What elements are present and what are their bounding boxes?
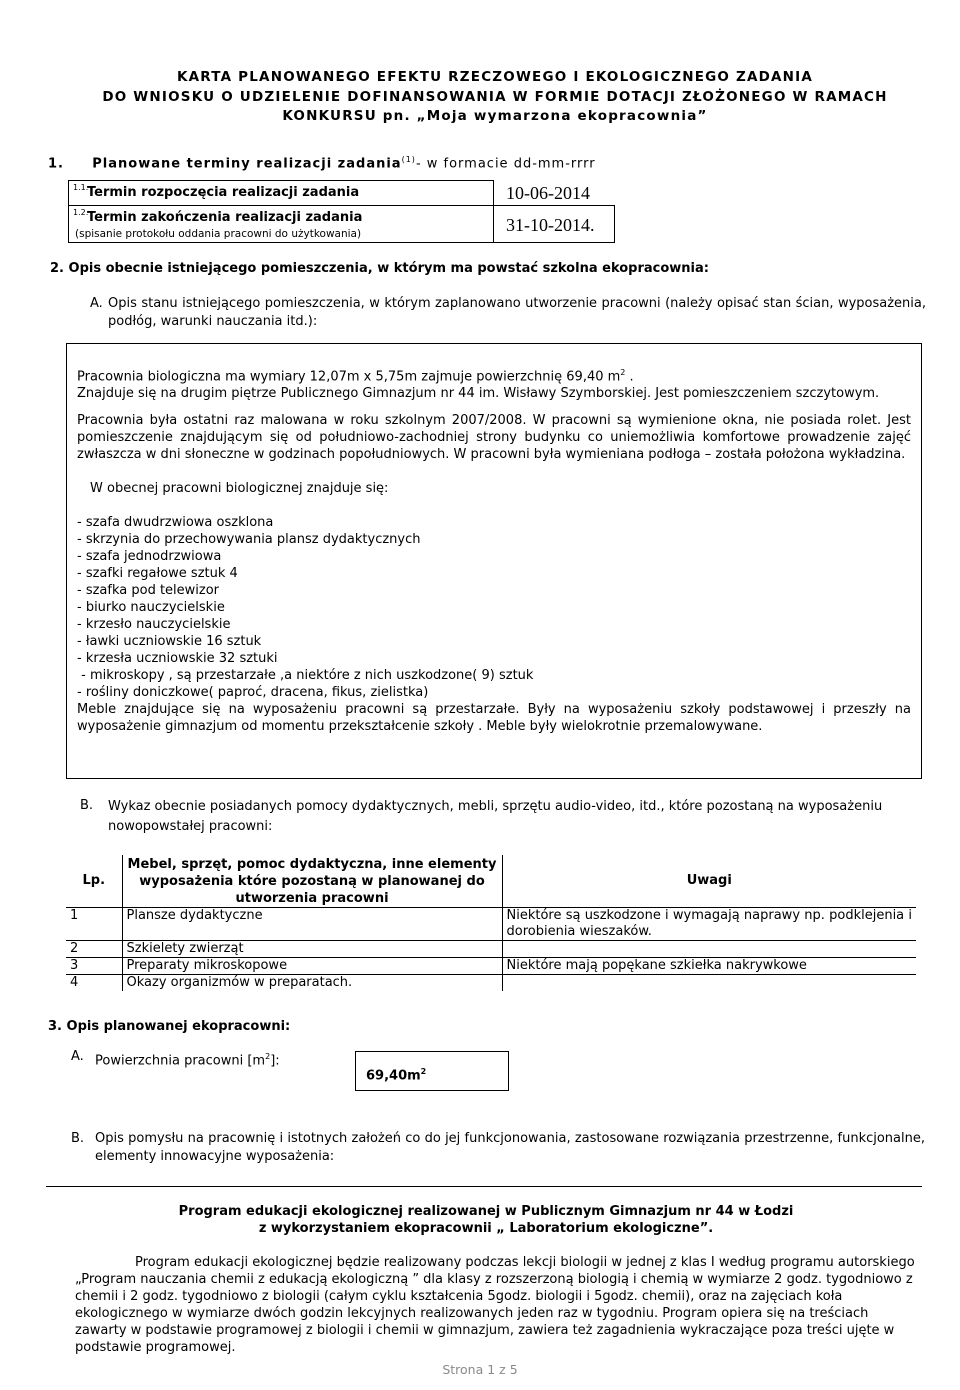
section1-heading — [48, 155, 596, 171]
section2-heading — [50, 260, 709, 277]
program-description: Program edukacji ekologicznej będzie realizowany podczas lekcji biologii w jednej z klas I według programu autorskiego „Program nauczania chemii z edukacją ekologiczną ” dla klasy z rozszerzoną biologią i chemią w wymiarze 2 godz. tygodniowo z chemii i 2 godz. tygodniowo z biologii (całym cyklu kształcenia 5godz. biologii i 5godz. chemii), oraz na zajęciach koła ekologicznego w wymiarze dwóch godzin lekcyjnych realizowanych jeden raz w tygodniu. Program opiera się na treściach zawarty w podstawie programowej z biologii i chemii w gimnazjum, zawiera też zagadnienia wykraczające poza treści ujęte w podstawie programowej. — [75, 1255, 915, 1355]
room-description-box — [66, 343, 922, 779]
section3a-letter: A. — [71, 1049, 84, 1064]
start-date-label-cell — [68, 180, 494, 206]
section2a-text: Opis stanu istniejącego pomieszczenia, w którym zaplanowano utworzenie pracowni (należy opisać stan ścian, wyposażenia, podłóg, warunki nauczania itd.): — [108, 296, 926, 329]
col-header-item: Mebel, sprzęt, pomoc dydaktyczna, inne elementy wyposażenia które pozostaną w planowanej do utworzenia pracowni — [122, 855, 502, 908]
list-item: - mikroskopy , są przestarzałe ,a niektóre z nich uszkodzone( 9) sztuk — [77, 668, 534, 684]
inventory-intro: W obecnej pracowni biologicznej znajduje się: — [90, 481, 389, 497]
list-item: - rośliny doniczkowe( paproć, dracena, fikus, zielistka) — [77, 685, 429, 701]
list-item: - krzesła uczniowskie 32 sztuki — [77, 651, 278, 667]
col-header-notes: Uwagi — [502, 855, 916, 908]
table-row: 3 Preparaty mikroskopowe Niektóre mają popękane szkiełka nakrywkowe — [66, 958, 916, 975]
room-condition: Pracownia była ostatni raz malowana w roku szkolnym 2007/2008. W pracowni są wymienione okna, nie posiada rolet. Jest pomieszczenie znajdującym się od południowo-zachodniej strony budynku co uniemożliwia komfortowe prowadzenie zajęć zwłaszcza w dni słoneczne w godzinach popołudniowych. W pracowni była wymieniana podłoga – została położona wykładzina. — [77, 413, 911, 463]
section3-heading — [48, 1018, 290, 1035]
section2b-text: Wykaz obecnie posiadanych pomocy dydaktycznych, mebli, sprzętu audio-video, itd., które pozostaną na wyposażeniu nowopowstałej pracowni: — [108, 799, 883, 834]
table-row: 1 Plansze dydaktyczne Niektóre są uszkodzone i wymagają naprawy np. podklejenia i dorobienia wieszaków. — [66, 908, 916, 941]
section1-title: Planowane terminy realizacji zadania — [92, 156, 402, 172]
start-date-label: Termin rozpoczęcia realizacji zadania — [87, 185, 360, 200]
document-title-line2: DO WNIOSKU O UDZIELENIE DOFINANSOWANIA W FORMIE DOTACJI ZŁOŻONEGO W RAMACH — [102, 89, 888, 105]
list-item: - krzesło nauczycielskie — [77, 617, 231, 633]
list-item: - szafa jednodrzwiowa — [77, 549, 222, 565]
program-title-line2: z wykorzystaniem ekopracownii „ Laboratorium ekologiczne”. — [258, 1221, 714, 1236]
end-date-label-cell — [68, 205, 494, 243]
section1-number: 1. — [48, 156, 64, 172]
room-location: Znajduje się na drugim piętrze Publicznego Gimnazjum nr 44 im. Wisławy Szymborskiej. Jest pomieszczeniem szczytowym. — [77, 386, 880, 402]
col-header-lp: Lp. — [66, 855, 122, 908]
end-date-label: Termin zakończenia realizacji zadania — [87, 210, 363, 225]
list-item: - szafa dwudrzwiowa oszklona — [77, 515, 274, 531]
end-date-note: (spisanie protokołu oddania pracowni do użytkowania) — [75, 228, 362, 240]
list-item: - szafki regałowe sztuk 4 — [77, 566, 238, 582]
section2a-letter: A. — [90, 296, 103, 311]
program-title-line1: Program edukacji ekologicznej realizowanej w Publicznym Gimnazjum nr 44 w Łodzi — [178, 1204, 794, 1219]
inventory-table — [66, 855, 916, 991]
table-header-row — [66, 855, 916, 908]
list-item: - skrzynia do przechowywania plansz dydaktycznych — [77, 532, 421, 548]
table-row: 4 Okazy organizmów w preparatach. — [66, 975, 916, 992]
footnote-marker: (1) — [401, 155, 416, 164]
section1-format: - w formacie dd-mm-rrrr — [415, 156, 596, 172]
section3-number: 3. — [48, 1019, 62, 1034]
section2-title: Opis obecnie istniejącego pomieszczenia, w którym ma powstać szkolna ekopracownia: — [68, 261, 709, 276]
list-item: - szafka pod telewizor — [77, 583, 220, 599]
inventory-list — [77, 514, 911, 701]
furniture-note: Meble znajdujące się na wyposażeniu pracowni są przestarzałe. Były na wyposażeniu szkoły podstawowej i przeszły na wyposażenie gimnazjum od momentu przekształcenie szkoły . Meble były wielokrotnie przemalowywane. — [77, 702, 911, 735]
end-date-value-cell — [493, 205, 615, 243]
document-title-line1: KARTA PLANOWANEGO EFEKTU RZECZOWEGO I EKOLOGICZNEGO ZADANIA — [176, 69, 814, 85]
area-label: Powierzchnia pracowni $[m^2]$: — [95, 1052, 280, 1069]
document-title-line3: KONKURSU pn. „Moja wymarzona ekopracownia” — [282, 108, 708, 124]
section2-number: 2. — [50, 261, 64, 276]
section3b-text: Opis pomysłu na pracownię i istotnych założeń co do jej funkcjonowania, zastosowane rozwiązania przestrzenne, funkcjonalne, elementy innowacyjne wyposażenia: — [95, 1131, 925, 1164]
area-value-box — [355, 1051, 509, 1091]
page-number: Strona 1 z 5 — [442, 1362, 518, 1377]
area-value: $69,40m^2$ — [366, 1067, 427, 1084]
end-date-value: 31-10-2014. — [506, 215, 595, 235]
list-item: - ławki uczniowskie 16 sztuk — [77, 634, 262, 650]
section-divider — [46, 1186, 922, 1187]
table-row: 2 Szkielety zwierząt — [66, 941, 916, 958]
section2b-letter: B. — [80, 798, 94, 813]
start-date-num: 1.1. — [73, 183, 89, 192]
section3-title: Opis planowanej ekopracowni: — [66, 1019, 291, 1034]
start-date-value: 10-06-2014 — [506, 183, 590, 203]
end-date-num: 1.2. — [73, 208, 89, 217]
section3b-letter: B. — [71, 1131, 85, 1146]
room-dimensions: Pracownia biologiczna ma wymiary 12,07m x 5,75m zajmuje powierzchnię 69,40 $m^2$ . — [77, 368, 634, 385]
list-item: - biurko nauczycielskie — [77, 600, 225, 616]
